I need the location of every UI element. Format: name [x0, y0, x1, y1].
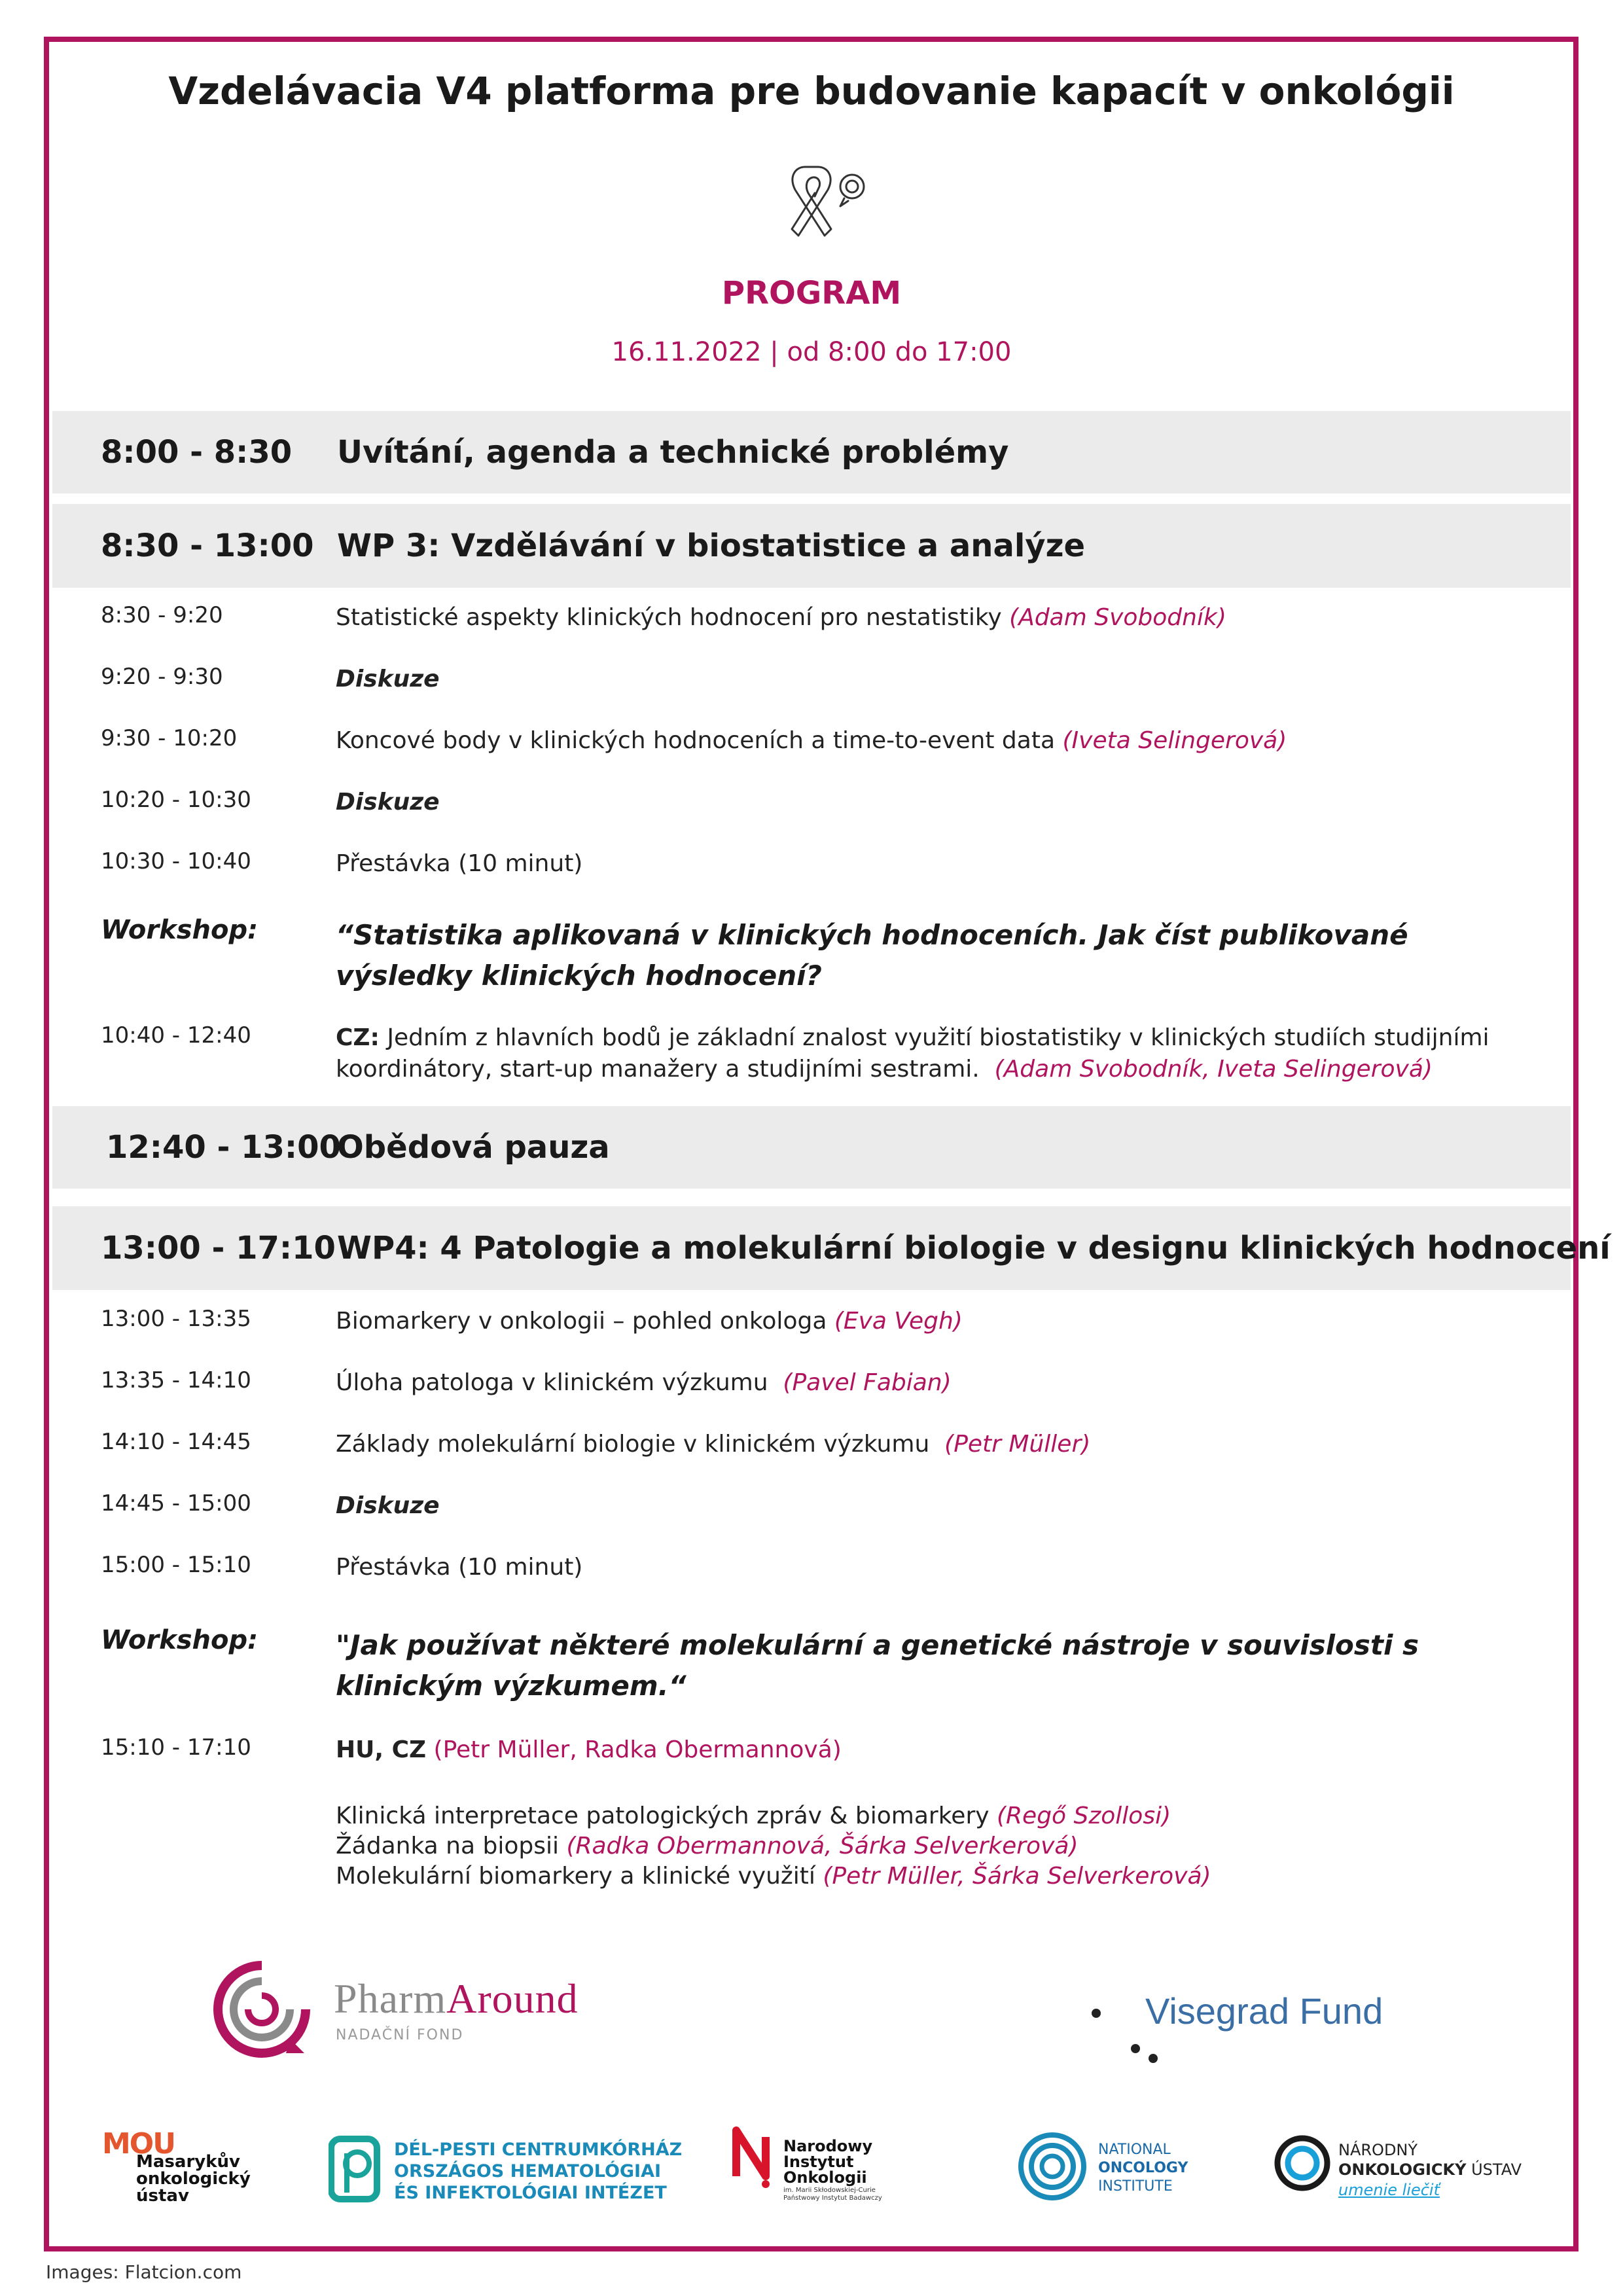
- noi-mark-icon: [1016, 2130, 1088, 2202]
- narodowy-instytut-onkologii-logo: Narodowy Instytut Onkologii im. Marii Skłodowskiej-Curie Państwowy Instytut Badawczy: [730, 2124, 926, 2209]
- page-title: Vzdelávacia V4 platforma pre budovanie kapacít v onkológii: [168, 69, 1455, 113]
- item-time: 13:35 - 14:10: [101, 1367, 251, 1393]
- speaker: (Adam Svobodník, Iveta Selingerová): [994, 1056, 1433, 1083]
- workshop-label: Workshop:: [101, 915, 259, 945]
- item-time: 14:45 - 15:00: [101, 1490, 251, 1516]
- speaker: (Iveta Selingerová): [1062, 727, 1287, 754]
- item-time: 15:10 - 17:10: [101, 1734, 251, 1761]
- item-time: 15:00 - 15:10: [101, 1552, 251, 1578]
- topic-item: Žádanka na biopsii (Radka Obermannová, Šárka Selverkerová): [336, 1833, 1079, 1859]
- item-desc: CZ: Jedním z hlavních bodů je základní znalost využití biostatistiky v klinických studiích studijními koordinátory, start-up manažery a studijními sestrami. (Adam Svobodník, Iveta Selingerová): [336, 1024, 1489, 1083]
- item-time: 10:30 - 10:40: [101, 848, 251, 874]
- item-time: 14:10 - 14:45: [101, 1429, 251, 1455]
- section-title: WP 3: Vzdělávání v biostatistice a analýze: [337, 528, 1086, 564]
- nou-mark-icon: [1273, 2134, 1332, 2193]
- item-desc: Koncové body v klinických hodnoceních a time-to-event data (Iveta Selingerová): [336, 727, 1287, 754]
- section-band-wp4: [52, 1206, 1611, 1290]
- workshop-title: "Jak používat některé molekulární a genetické nástroje v souvislosti s klinickým výzkumem.“: [336, 1629, 1419, 1702]
- image-credit: Images: Flatcion.com: [46, 2261, 242, 2283]
- item-desc: Statistické aspekty klinických hodnocení pro nestatistiky (Adam Svobodník): [336, 604, 1226, 631]
- speaker: (Pavel Fabian): [783, 1369, 952, 1396]
- section-time: 12:40 - 13:00: [106, 1129, 341, 1166]
- item-desc: Diskuze: [336, 789, 440, 816]
- topic-item: Molekulární biomarkery a klinické využití (Petr Müller, Šárka Selverkerová): [336, 1863, 1211, 1890]
- item-desc: Diskuze: [336, 666, 440, 692]
- cancer-ribbon-icon: [779, 160, 877, 245]
- national-oncology-institute-logo: NATIONAL ONCOLOGY INSTITUTE: [1016, 2130, 1226, 2202]
- section-band-wp3: [52, 504, 1571, 588]
- del-pesti-logo: DÉL-PESTI CENTRUMKÓRHÁZ ORSZÁGOS HEMATOLÓGIAI ÉS INFEKTOLÓGIAI INTÉZET: [329, 2134, 669, 2206]
- section-title: WP4: 4 Patologie a molekulární biologie v designu klinických hodnocení: [337, 1230, 1611, 1266]
- topic-item: Klinická interpretace patologických zpráv & biomarkery (Regő Szollosi): [336, 1803, 1171, 1829]
- item-time: 8:30 - 9:20: [101, 602, 223, 628]
- section-band-intro: [52, 411, 1571, 493]
- narodny-onkologicky-ustav-logo: NÁRODNÝ ONKOLOGICKÝ ÚSTAV umenie liečiť: [1273, 2134, 1535, 2206]
- del-pesti-mark-icon: [329, 2134, 381, 2206]
- visegrad-fund-logo: Visegrad Fund: [1083, 1947, 1410, 2078]
- speaker: (Eva Vegh): [834, 1308, 963, 1335]
- pharmaround-logo: PharmAround NADAČNÍ FOND: [213, 1960, 632, 2058]
- section-time: 13:00 - 17:10: [101, 1230, 336, 1266]
- mou-logo: MOU Masarykův onkologický ústav: [102, 2127, 251, 2206]
- item-desc: Úloha patologa v klinickém výzkumu (Pavel Fabian): [336, 1369, 952, 1396]
- item-desc: HU, CZ (Petr Müller, Radka Obermannová): [336, 1736, 842, 1763]
- item-time: 10:40 - 12:40: [101, 1022, 251, 1049]
- topic-list: [336, 1801, 1514, 1892]
- item-time: 9:30 - 10:20: [101, 725, 238, 751]
- item-desc: Přestávka (10 minut): [336, 850, 583, 877]
- pharmaround-mark-icon: [213, 1960, 311, 2058]
- item-time: 10:20 - 10:30: [101, 787, 251, 813]
- item-desc: Diskuze: [336, 1492, 440, 1519]
- item-time: 13:00 - 13:35: [101, 1306, 251, 1332]
- speaker: (Regő Szollosi): [997, 1803, 1171, 1829]
- item-time: 9:20 - 9:30: [101, 664, 223, 690]
- speaker: (Petr Müller, Radka Obermannová): [433, 1736, 842, 1763]
- section-time: 8:30 - 13:00: [101, 528, 314, 564]
- speaker: (Petr Müller): [944, 1431, 1091, 1458]
- event-date: 16.11.2022 | od 8:00 do 17:00: [611, 337, 1012, 367]
- item-desc: Přestávka (10 minut): [336, 1554, 583, 1581]
- speaker: (Radka Obermannová, Šárka Selverkerová): [566, 1833, 1079, 1859]
- section-title: Obědová pauza: [337, 1129, 610, 1166]
- item-desc: Biomarkery v onkologii – pohled onkologa (Eva Vegh): [336, 1308, 963, 1335]
- workshop-title: “Statistika aplikovaná v klinických hodnoceních. Jak číst publikované výsledky klinických hodnocení?: [336, 919, 1408, 992]
- program-heading: PROGRAM: [721, 275, 902, 312]
- workshop-label: Workshop:: [101, 1625, 259, 1655]
- speaker: (Adam Svobodník): [1009, 604, 1226, 631]
- section-band-lunch: [52, 1106, 1571, 1189]
- section-time: 8:00 - 8:30: [101, 434, 293, 471]
- speaker: (Petr Müller, Šárka Selverkerová): [823, 1863, 1211, 1890]
- item-desc: Základy molekulární biologie v klinickém výzkumu (Petr Müller): [336, 1431, 1091, 1458]
- section-title: Uvítání, agenda a technické problémy: [337, 434, 1009, 471]
- nio-mark-icon: [730, 2124, 779, 2189]
